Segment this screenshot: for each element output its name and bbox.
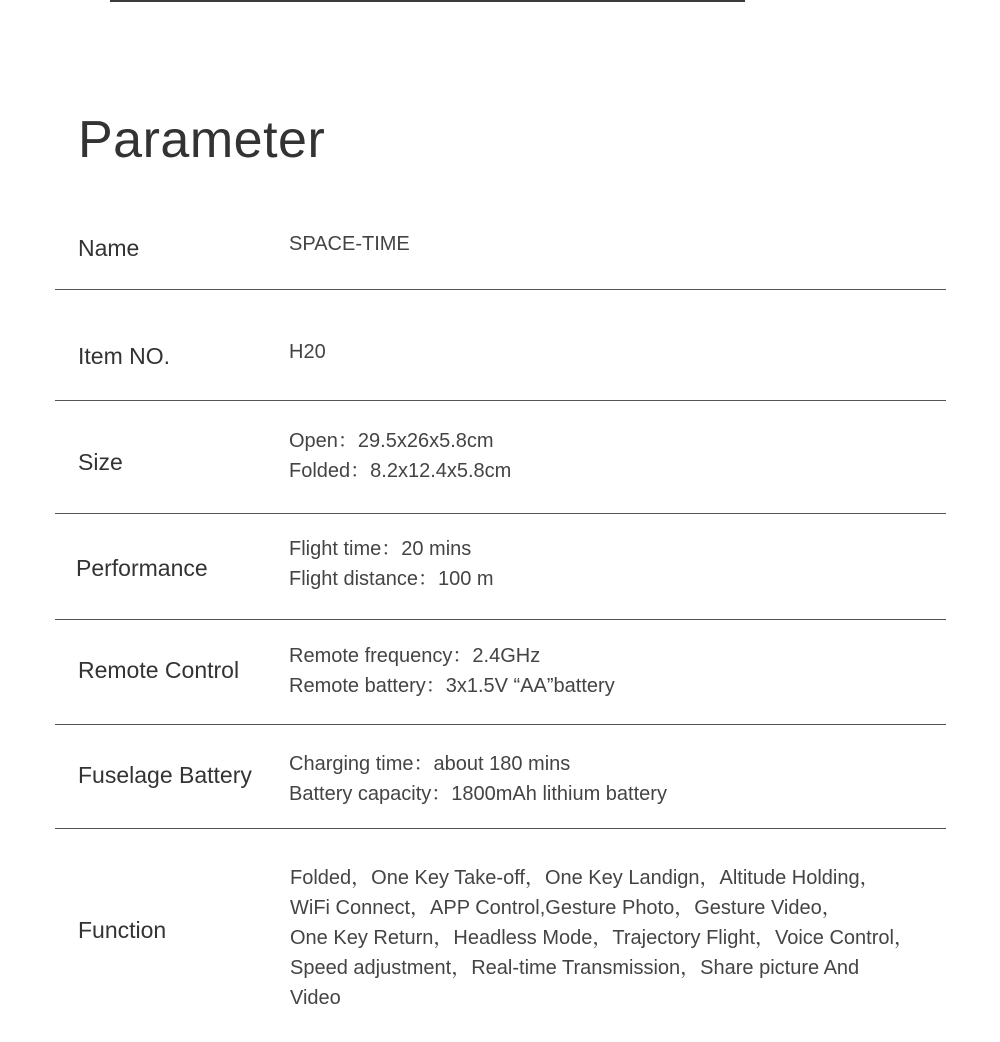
spec-label: Name <box>78 235 140 261</box>
spec-row-item-no <box>55 290 946 401</box>
spec-value-line: Remote frequency：2.4GHz <box>289 645 541 667</box>
spec-row-remote-control <box>55 620 946 725</box>
spec-value <box>289 229 410 259</box>
spec-value-line: Battery capacity：1800mAh lithium battery <box>289 783 667 805</box>
spec-row-fuselage-battery <box>55 725 946 829</box>
spec-value <box>289 337 326 367</box>
spec-value-line: One Key Return，Headless Mode，Trajectory Flight，Voice Control， <box>290 927 914 949</box>
spec-value-line: Folded：8.2x12.4x5.8cm <box>289 460 512 482</box>
spec-value-line: WiFi Connect，APP Control,Gesture Photo，Gesture Video， <box>290 897 842 919</box>
spec-label: Remote Control <box>78 657 240 683</box>
spec-value-line: SPACE-TIME <box>289 233 410 255</box>
spec-row-name <box>55 200 946 290</box>
top-divider <box>110 0 745 2</box>
spec-label: Size <box>78 449 123 475</box>
spec-value-line: Video <box>290 987 341 1009</box>
spec-value-line: Flight time：20 mins <box>289 538 472 560</box>
spec-label: Performance <box>76 555 208 581</box>
spec-value <box>289 641 615 701</box>
spec-table <box>55 200 946 1029</box>
spec-value-line: Open：29.5x26x5.8cm <box>289 430 494 452</box>
spec-value <box>289 749 667 809</box>
spec-row-function <box>55 829 946 1029</box>
spec-value-line: Charging time：about 180 mins <box>289 753 571 775</box>
spec-value-line: Speed adjustment，Real-time Transmission，Share picture And <box>290 957 860 979</box>
spec-value <box>290 863 914 1013</box>
spec-value <box>289 534 494 594</box>
page-title: Parameter <box>78 111 326 169</box>
spec-row-performance <box>55 514 946 620</box>
spec-value-line: H20 <box>289 341 326 363</box>
spec-row-size <box>55 401 946 514</box>
spec-label: Fuselage Battery <box>78 762 252 788</box>
spec-value-line: Folded，One Key Take-off，One Key Landign，Altitude Holding， <box>290 867 880 889</box>
spec-value-line: Flight distance：100 m <box>289 568 494 590</box>
spec-value <box>289 426 511 486</box>
spec-label: Item NO. <box>78 343 171 369</box>
spec-label: Function <box>78 917 167 943</box>
spec-value-line: Remote battery：3x1.5V “AA”battery <box>289 675 615 697</box>
